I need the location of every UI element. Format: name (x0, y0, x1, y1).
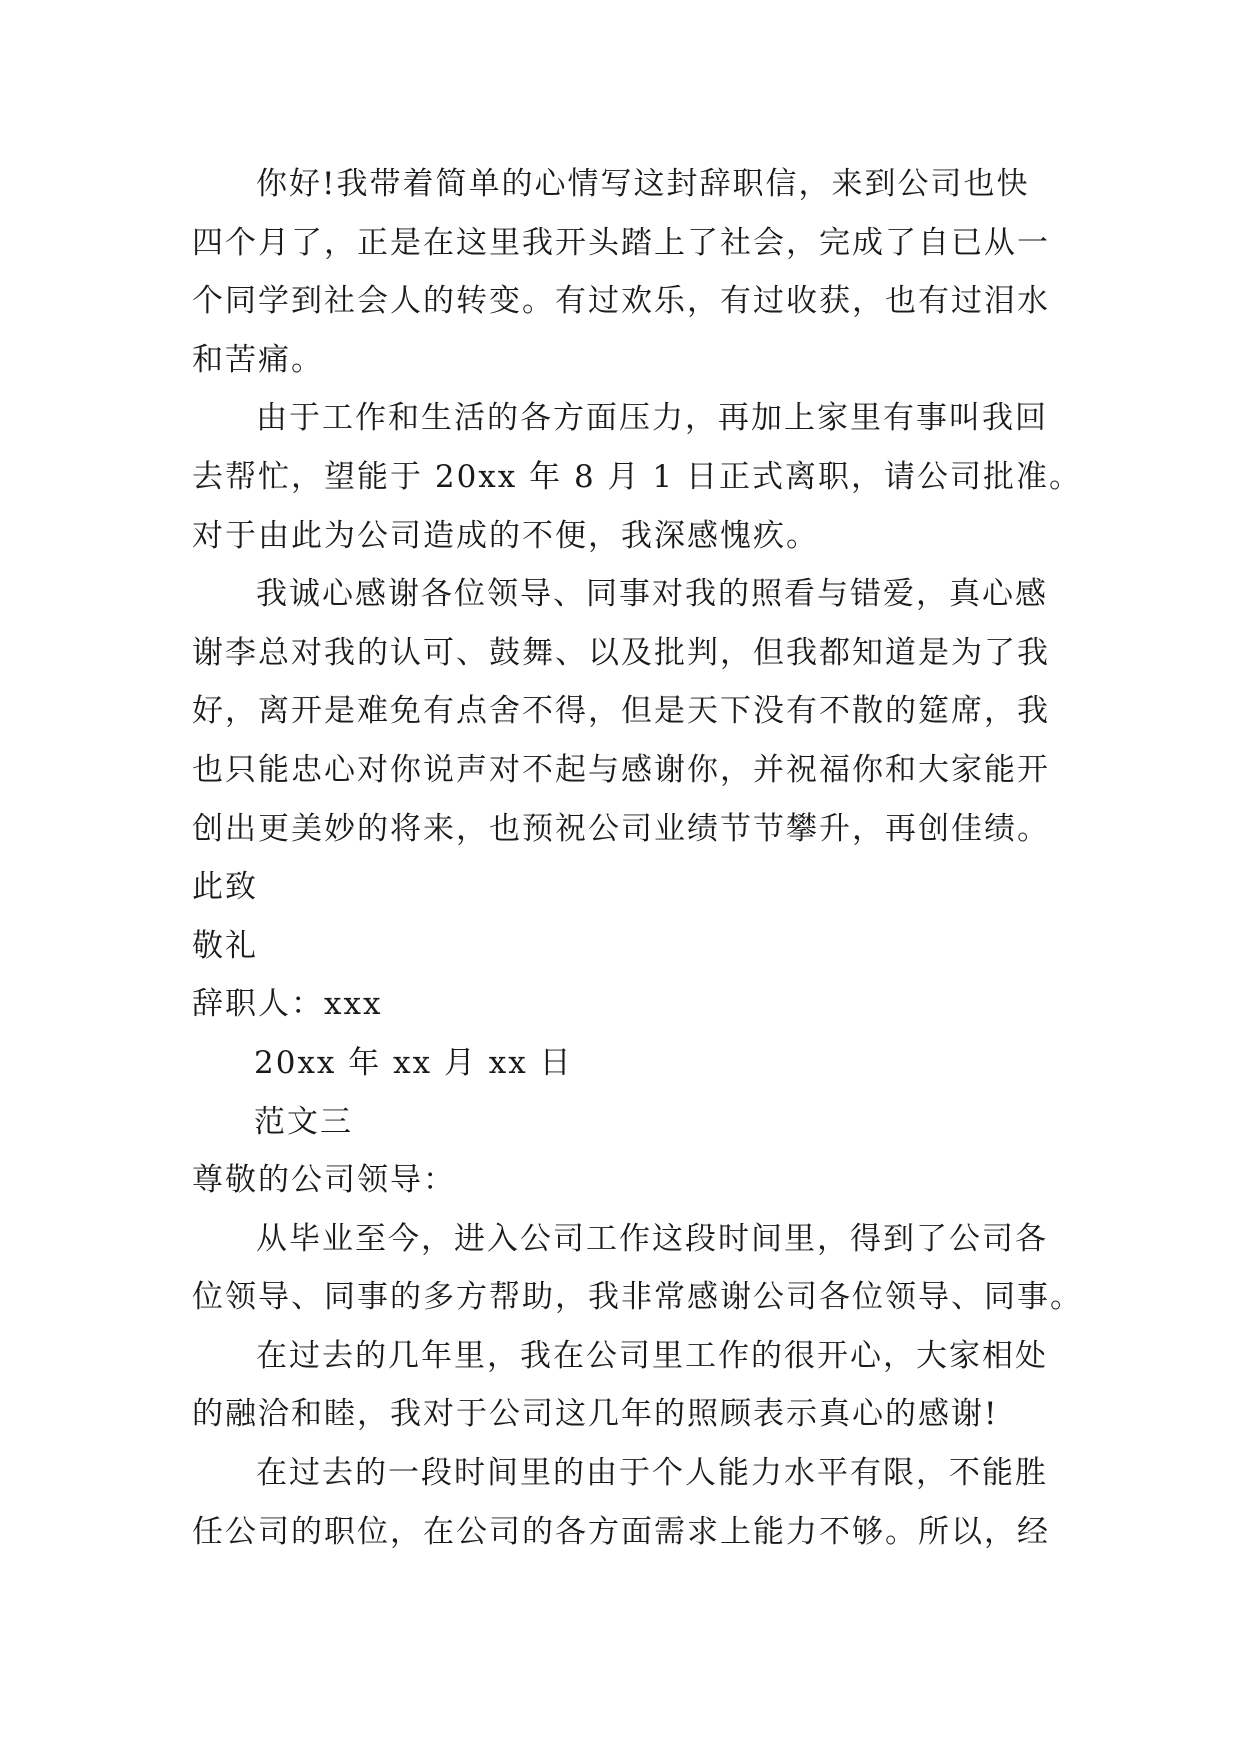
paragraph-line: 由于工作和生活的各方面压力，再加上家里有事叫我回 (256, 400, 1048, 437)
paragraph-line: 对于由此为公司造成的不便，我深感愧疚。 (192, 517, 819, 554)
date-line: 20xx 年 xx 月 xx 日 (254, 1044, 573, 1081)
paragraph-line: 你好!我带着简单的心情写这封辞职信，来到公司也快 (256, 166, 1030, 202)
paragraph-line: 创出更美妙的将来，也预祝公司业绩节节攀升，再创佳绩。 (192, 810, 1050, 847)
paragraph-line: 个同学到社会人的转变。有过欢乐，有过收获，也有过泪水 (192, 283, 1050, 320)
paragraph-line: 我诚心感谢各位领导、同事对我的照看与错爱，真心感 (256, 576, 1048, 613)
paragraph-line: 谢李总对我的认可、鼓舞、以及批判，但我都知道是为了我 (192, 634, 1050, 671)
signature-line: 辞职人：xxx (192, 986, 383, 1023)
paragraph-line: 任公司的职位，在公司的各方面需求上能力不够。所以，经 (192, 1513, 1050, 1550)
paragraph-line: 的融洽和睦，我对于公司这几年的照顾表示真心的感谢! (192, 1396, 999, 1433)
paragraph-line: 从毕业至今，进入公司工作这段时间里，得到了公司各 (256, 1220, 1048, 1257)
paragraph-line: 在过去的几年里，我在公司里工作的很开心，大家相处 (256, 1337, 1048, 1374)
paragraph-line: 四个月了，正是在这里我开头踏上了社会，完成了自已从一 (192, 224, 1050, 261)
paragraph-line: 在过去的一段时间里的由于个人能力水平有限，不能胜 (256, 1455, 1048, 1492)
paragraph-line: 好，离开是难免有点舍不得，但是天下没有不散的筵席，我 (192, 693, 1050, 730)
salutation-line: 敬礼 (192, 927, 258, 964)
paragraph-line: 和苦痛。 (192, 341, 324, 378)
letter-body (192, 155, 1083, 1561)
closing-line: 此致 (192, 869, 258, 906)
section-title: 范文三 (254, 1103, 353, 1140)
paragraph-line: 也只能忠心对你说声对不起与感谢你，并祝福你和大家能开 (192, 751, 1050, 788)
paragraph-line: 去帮忙，望能于 20xx 年 8 月 1 日正式离职，请公司批准。 (192, 458, 1082, 495)
greeting-line: 尊敬的公司领导： (192, 1162, 456, 1199)
paragraph-line: 位领导、同事的多方帮助，我非常感谢公司各位领导、同事。 (192, 1279, 1083, 1316)
